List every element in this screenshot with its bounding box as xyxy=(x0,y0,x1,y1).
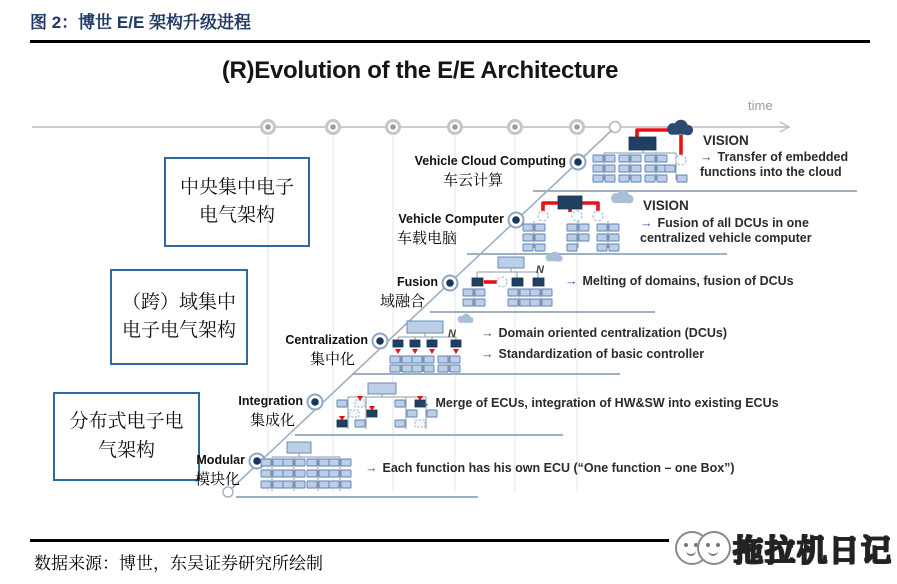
level-label-cn: 车载电脑 xyxy=(396,230,457,247)
arch-box-line: 气架构 xyxy=(97,439,155,461)
cloud-icon xyxy=(667,120,693,136)
cloud-icon xyxy=(611,190,634,204)
level-label-fusion: Fusion xyxy=(397,275,438,289)
level-label-cn: 集成化 xyxy=(249,412,295,429)
schematic-fusion xyxy=(463,252,563,308)
arch-box-domain xyxy=(110,269,248,365)
schematic-vehicle-cloud-computing xyxy=(593,120,693,182)
note-modular: → Each function has his own ECU (“One function – one Box”) xyxy=(365,461,835,476)
figure-title: 图 2：博世 E/E 架构升级进程 xyxy=(30,13,252,32)
arch-box-line: 中央集中电子 xyxy=(179,176,294,198)
vision-label: VISION xyxy=(643,198,689,213)
note-fusion: → Melting of domains, fusion of DCUs xyxy=(565,274,875,289)
arch-box-distributed xyxy=(53,392,200,481)
cloud-icon xyxy=(458,314,474,323)
level-label-cn: 模块化 xyxy=(194,471,240,488)
level-label-cn: 车云计算 xyxy=(442,172,503,189)
level-label-cn: 域融合 xyxy=(379,293,425,310)
note-centralization-1: → Domain oriented centralization (DCUs) xyxy=(481,326,821,341)
vision-label: VISION xyxy=(703,133,749,148)
level-label-centralization: Centralization xyxy=(285,333,368,347)
time-axis-label: time xyxy=(748,98,773,113)
diagram-title: (R)Evolution of the E/E Architecture xyxy=(221,57,619,84)
level-label-vehicle-cloud-computing: Vehicle Cloud Computing xyxy=(414,154,566,168)
arch-box-line: （跨）域集中 xyxy=(121,291,236,313)
schematic-modular xyxy=(261,442,351,491)
arch-box-central xyxy=(164,157,310,247)
arch-box-line: 电气架构 xyxy=(198,205,275,226)
level-label-integration: Integration xyxy=(238,394,303,408)
note-integration: → Merge of ECUs, integration of HW&SW into existing ECUs xyxy=(418,396,888,411)
note-vehicle-computer: → Fusion of all DCUs in one centralized vehicle computer xyxy=(640,216,830,246)
source-note: 数据来源：博世，东吴证券研究所绘制 xyxy=(34,554,323,573)
watermark-text: 拖拉机日记 xyxy=(733,535,893,568)
arch-box-line: 分布式电子电 xyxy=(69,411,184,432)
watermark xyxy=(669,521,893,575)
arch-box-line: 电子电气架构 xyxy=(121,320,236,341)
note-centralization-2: → Standardization of basic controller xyxy=(481,347,821,362)
level-label-vehicle-computer: Vehicle Computer xyxy=(398,212,504,226)
level-label-cn: 集中化 xyxy=(309,351,355,368)
level-label-modular: Modular xyxy=(196,453,245,467)
n-count-label: N xyxy=(448,328,456,340)
smiley-face-icon xyxy=(697,531,731,565)
n-count-label: N xyxy=(536,264,544,276)
note-vehicle-cloud-computing: → Transfer of embedded functions into the cloud xyxy=(700,150,852,180)
vertical-gridlines xyxy=(268,136,577,492)
schematic-centralization xyxy=(390,314,473,372)
